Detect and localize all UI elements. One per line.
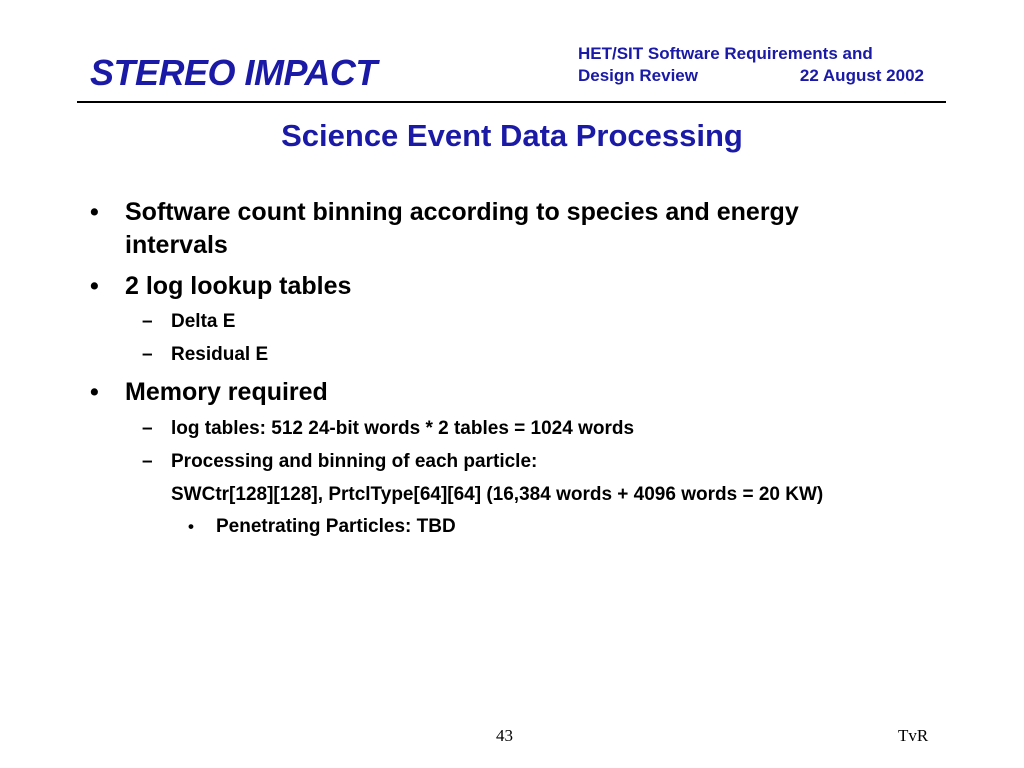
sub-bullet-text: log tables: 512 24-bit words * 2 tables = 1024 words (171, 418, 635, 439)
brand-title: STEREO IMPACT (90, 52, 377, 93)
meeting-date: 22 August 2002 (799, 66, 924, 85)
sub-bullet-text: Processing and binning of each particle: (171, 451, 538, 472)
bullet-text: intervals (125, 231, 228, 259)
bullet-text: Memory required (125, 378, 328, 406)
author-initials: TvR (898, 726, 929, 745)
slide-title: Science Event Data Processing (281, 118, 743, 153)
meeting-name: Design Review (578, 66, 698, 85)
meeting-title-line: HET/SIT Software Requirements and (578, 44, 873, 63)
bullet-marker: • (90, 272, 99, 300)
sub-sub-bullet-text: Penetrating Particles: TBD (216, 516, 456, 537)
sub-bullet-text: Delta E (171, 311, 236, 332)
sub-bullet-text: Residual E (171, 344, 269, 365)
dash-marker: – (142, 451, 153, 472)
dash-marker: – (142, 418, 153, 439)
bullet-marker: • (188, 517, 194, 536)
sub-bullet-continuation: SWCtr[128][128], PrtclType[64][64] (16,384 words + 4096 words = 20 KW) (171, 484, 824, 505)
bullet-marker: • (90, 378, 99, 406)
dash-marker: – (142, 344, 153, 365)
dash-marker: – (142, 311, 153, 332)
page-number: 43 (496, 726, 513, 745)
bullet-text: 2 log lookup tables (125, 272, 352, 300)
bullet-text: Software count binning according to species and energy (125, 198, 799, 226)
bullet-marker: • (90, 198, 99, 226)
